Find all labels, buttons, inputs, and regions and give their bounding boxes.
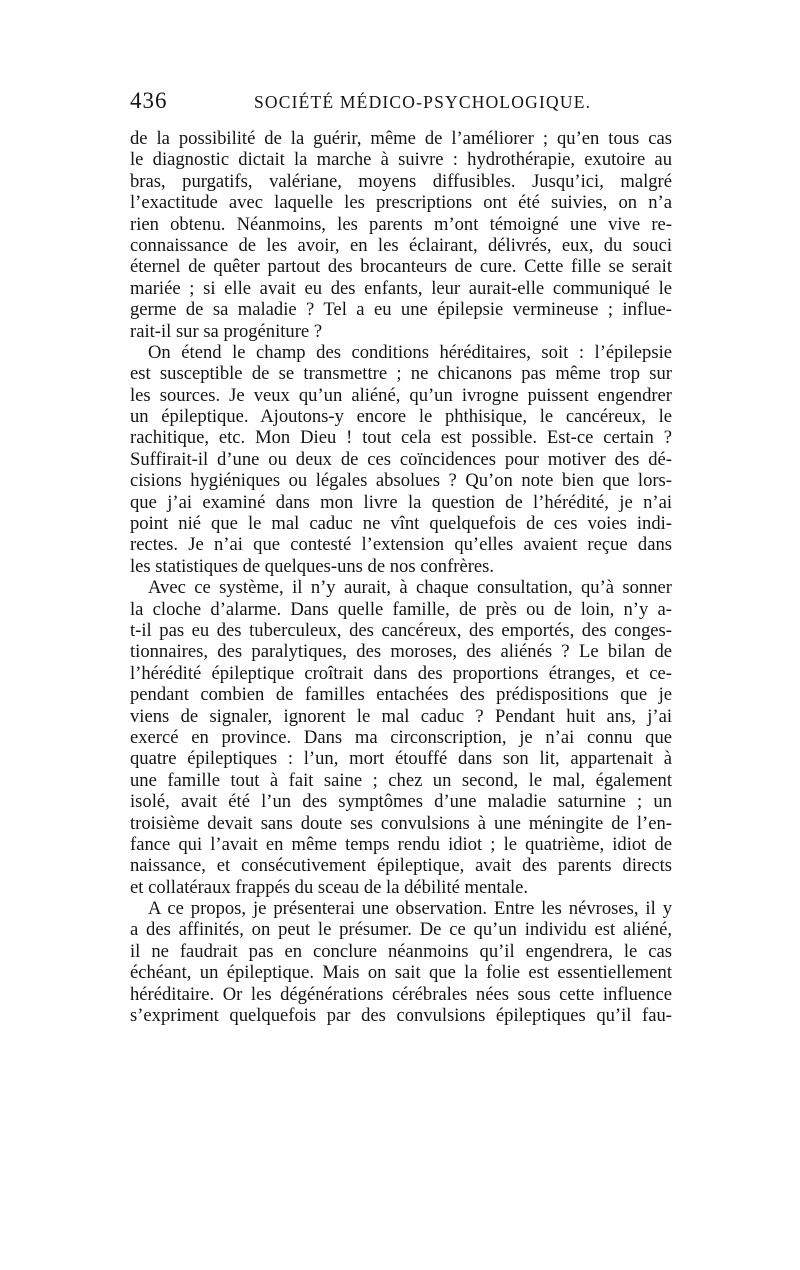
- text-line: la cloche d’alarme. Dans quelle famille, de près ou de loin, n’y a-: [130, 598, 672, 620]
- text-line: bras, purgatifs, valériane, moyens diffusibles. Jusqu’ici, malgré: [130, 170, 672, 192]
- text-line: l’hérédité épileptique croîtrait dans des proportions étranges, et ce-: [130, 662, 672, 684]
- text-line: cisions hygiéniques ou légales absolues ? Qu’on note bien que lors-: [130, 470, 672, 492]
- text-line: rectes. Je n’ai que contesté l’extension qu’elles avaient reçue dans: [130, 534, 672, 556]
- text-line: l’exactitude avec laquelle les prescriptions ont été suivies, on n’a: [130, 192, 672, 214]
- text-line: les sources. Je veux qu’un aliéné, qu’un ivrogne puissent engendrer: [130, 384, 672, 406]
- text-line: rachitique, etc. Mon Dieu ! tout cela est possible. Est-ce certain ?: [130, 427, 672, 449]
- page-number: 436: [130, 88, 168, 113]
- text-line: germe de sa maladie ? Tel a eu une épilepsie vermineuse ; influe-: [130, 299, 672, 321]
- text-line: héréditaire. Or les dégénérations cérébrales nées sous cette influence: [130, 983, 672, 1005]
- text-line: rien obtenu. Néanmoins, les parents m’ont témoigné une vive re-: [130, 213, 672, 235]
- text-line: point nié que le mal caduc ne vînt quelquefois de ces voies indi-: [130, 513, 672, 535]
- text-line: On étend le champ des conditions héréditaires, soit : l’épilepsie: [148, 341, 672, 363]
- text-line: viens de signaler, ignorent le mal caduc ? Pendant huit ans, j’ai: [130, 705, 672, 727]
- text-line: les statistiques de quelques-uns de nos confrères.: [130, 555, 495, 577]
- text-line: mariée ; si elle avait eu des enfants, leur aurait-elle communiqué le: [130, 277, 672, 299]
- text-line: rait-il sur sa progéniture ?: [130, 320, 323, 342]
- text-line: et collatéraux frappés du sceau de la débilité mentale.: [130, 876, 529, 898]
- text-line: éternel de quêter partout des brocanteurs de cure. Cette fille se serait: [130, 256, 672, 278]
- text-line: Suffirait-il d’une ou deux de ces coïncidences pour motiver des dé-: [130, 448, 672, 470]
- text-line: s’expriment quelquefois par des convulsions épileptiques qu’il fau-: [130, 1005, 672, 1027]
- text-line: tionnaires, des paralytiques, des moroses, des aliénés ? Le bilan de: [130, 641, 672, 663]
- text-line: naissance, et consécutivement épileptique, avait des parents directs: [130, 855, 672, 877]
- text-line: troisième devait sans doute ses convulsions à une méningite de l’en-: [130, 812, 672, 834]
- text-line: connaissance de les avoir, en les éclairant, délivrés, eux, du souci: [130, 234, 672, 256]
- text-line: isolé, avait été l’un des symptômes d’une maladie saturnine ; un: [130, 791, 672, 813]
- text-line: que j’ai examiné dans mon livre la question de l’hérédité, je n’ai: [130, 491, 672, 513]
- text-line: t-il pas eu des tuberculeux, des cancéreux, des emportés, des conges-: [130, 619, 672, 641]
- text-line: de la possibilité de la guérir, même de l’améliorer ; qu’en tous cas: [130, 128, 672, 149]
- text-line: quatre épileptiques : l’un, mort étouffé dans son lit, appartenait à: [130, 748, 672, 770]
- journal-title: SOCIÉTÉ MÉDICO-PSYCHOLOGIQUE.: [254, 92, 592, 112]
- text-line: est susceptible de se transmettre ; ne chicanons pas même trop sur: [130, 363, 672, 385]
- text-line: exercé en province. Dans ma circonscription, je n’ai connu que: [130, 726, 672, 748]
- text-line: A ce propos, je présenterai une observation. Entre les névroses, il y: [148, 898, 672, 920]
- running-head: [128, 88, 670, 118]
- text-line: pendant combien de familles entachées des prédispositions que je: [130, 684, 672, 706]
- text-line: échéant, un épileptique. Mais on sait que la folie est essentiellement: [130, 962, 672, 984]
- text-line: a des affinités, on peut le présumer. De ce qu’un individu est aliéné,: [130, 919, 672, 941]
- text-line: un épileptique. Ajoutons-y encore le phthisique, le cancéreux, le: [130, 406, 672, 428]
- text-line: il ne faudrait pas en conclure néanmoins qu’il engendrera, le cas: [130, 940, 672, 962]
- text-line: Avec ce système, il n’y aurait, à chaque consultation, qu’à sonner: [148, 577, 672, 599]
- text-line: fance qui l’avait en même temps rendu idiot ; le quatrième, idiot de: [130, 833, 672, 855]
- text-line: le diagnostic dictait la marche à suivre : hydrothérapie, exutoire au: [130, 149, 672, 171]
- body-text: [130, 128, 672, 1026]
- text-line: une famille tout à fait saine ; chez un second, le mal, également: [130, 769, 672, 791]
